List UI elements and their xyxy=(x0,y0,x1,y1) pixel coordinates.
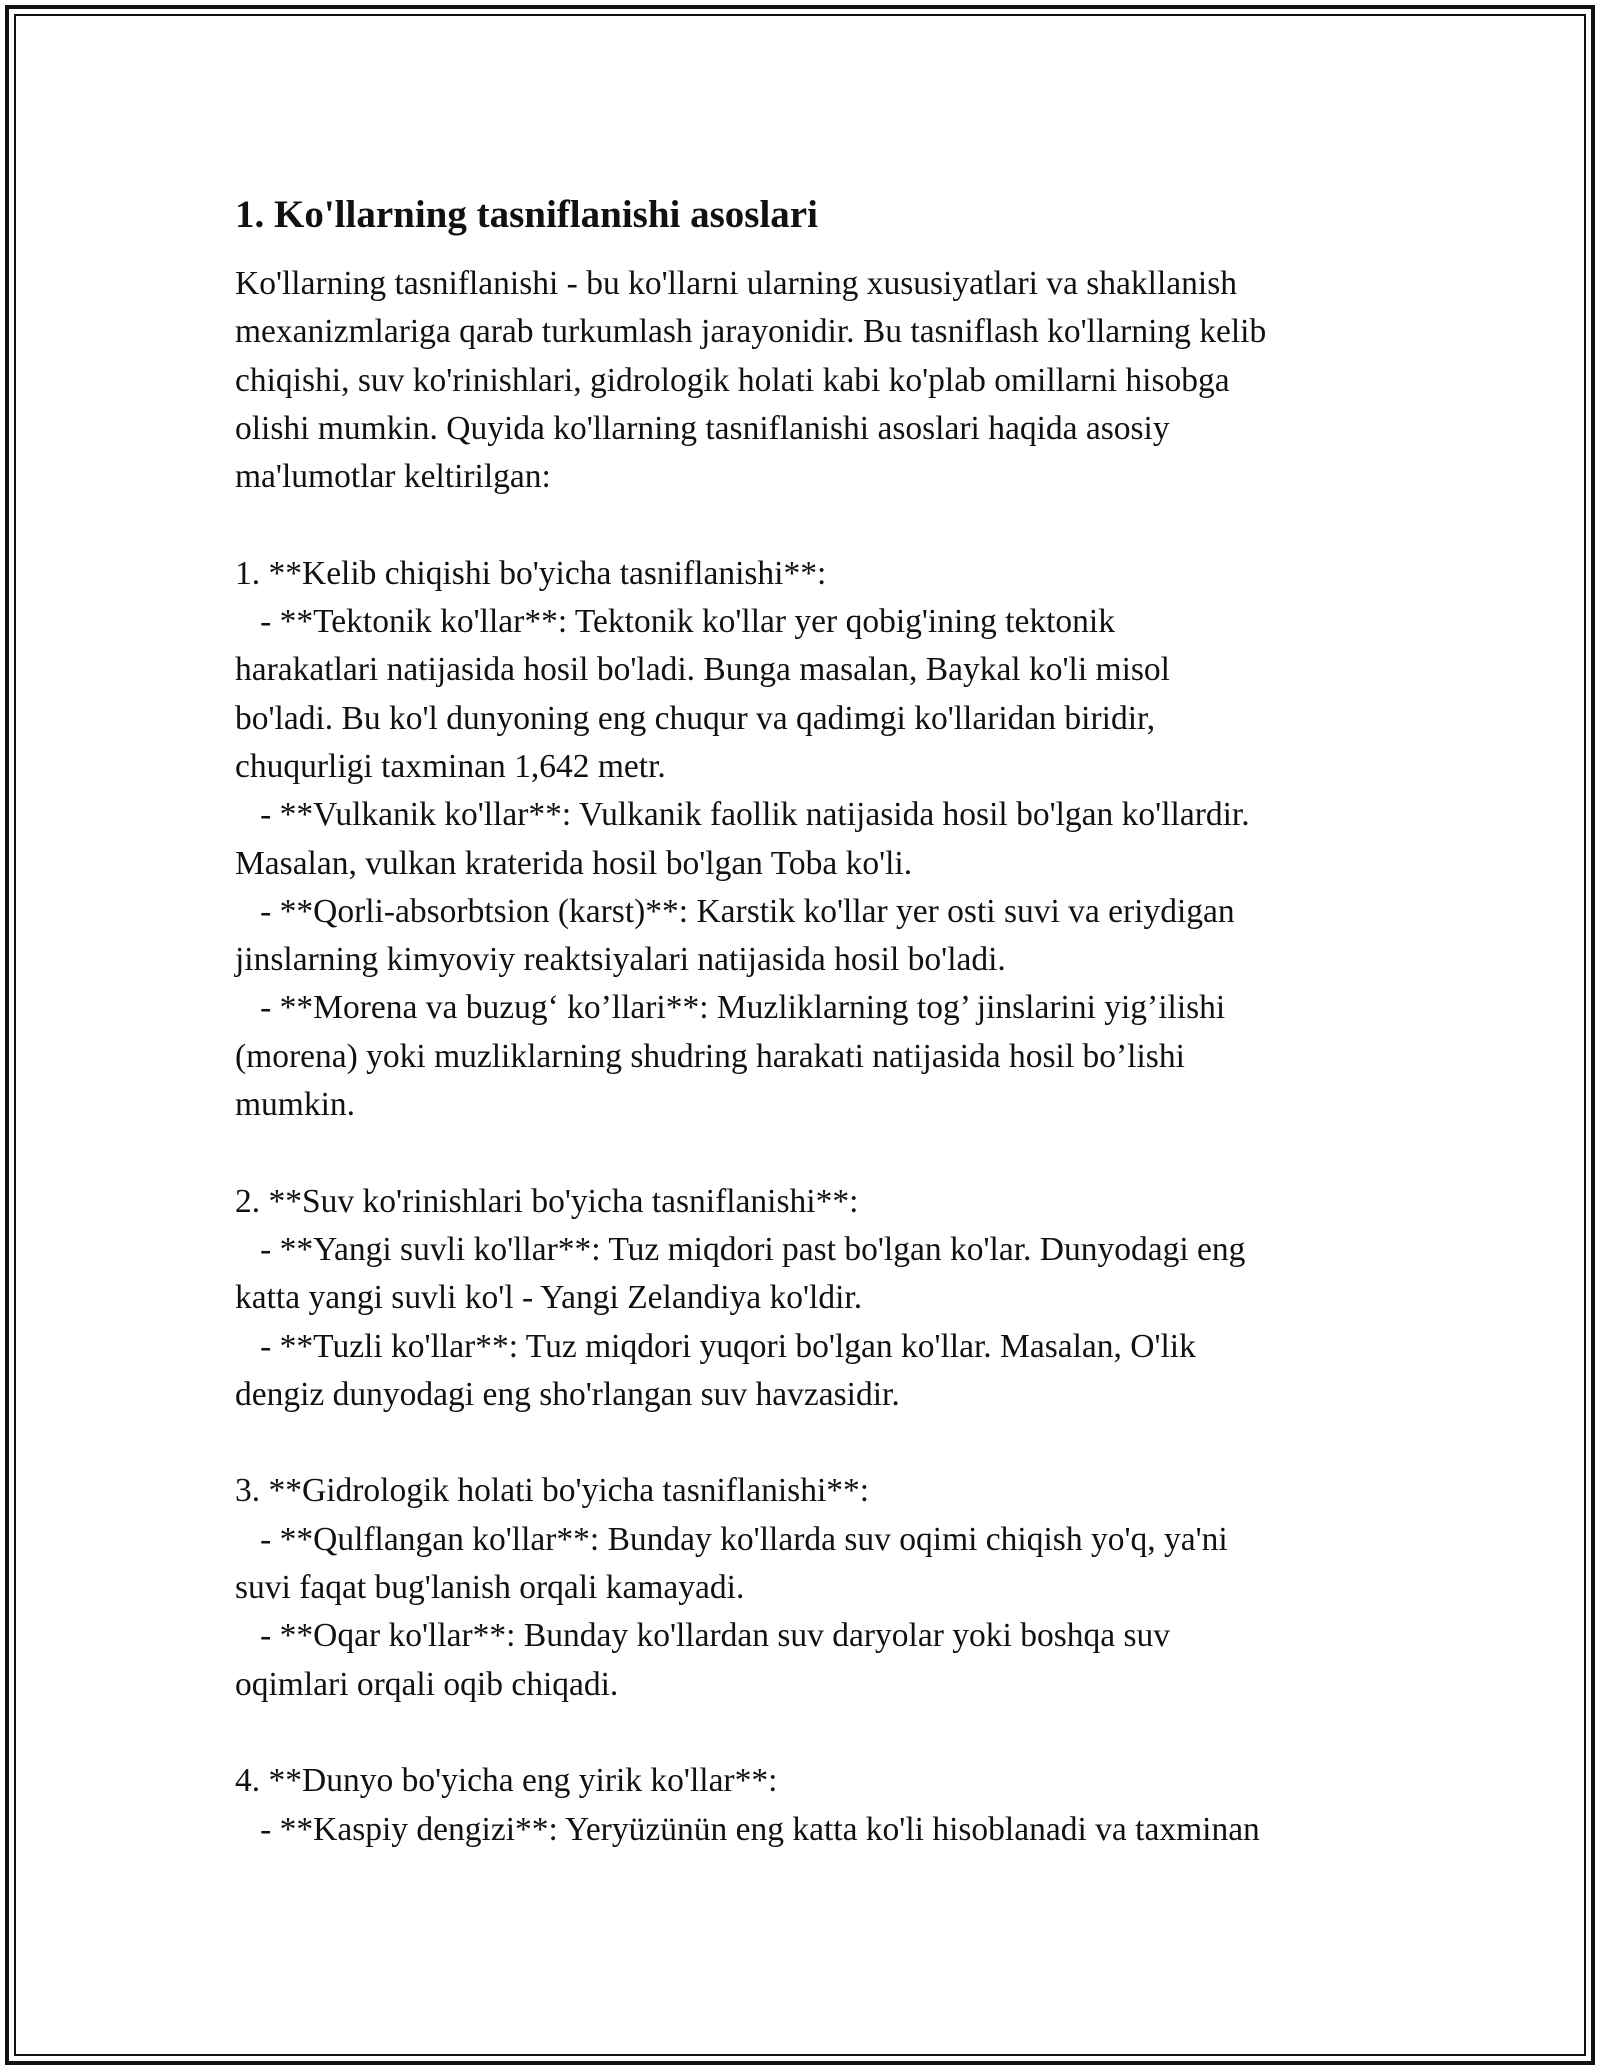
text-line: - **Oqar ko'llar**: Bunday ko'llardan suv daryolar yoki boshqa suv xyxy=(235,1617,1171,1655)
page-title: 1. Ko'llarning tasniflanishi asoslari xyxy=(235,193,818,236)
text-line: mumkin. xyxy=(235,1086,356,1124)
text-line: oqimlari orqali oqib chiqadi. xyxy=(235,1665,619,1703)
text-line: - **Yangi suvli ko'llar**: Tuz miqdori past bo'lgan ko'lar. Dunyodagi eng xyxy=(235,1230,1246,1268)
text-line: 1. **Kelib chiqishi bo'yicha tasniflanishi**: xyxy=(235,554,827,592)
text-line: suvi faqat bug'lanish orqali kamayadi. xyxy=(235,1569,745,1607)
text-block xyxy=(235,260,1385,1854)
text-line: bo'ladi. Bu ko'l dunyoning eng chuqur va qadimgi ko'llaridan biridir, xyxy=(235,699,1156,737)
blank-line xyxy=(235,1419,1385,1467)
text-line: - **Kaspiy dengizi**: Yeryüzünün eng katta ko'li hisoblanadi va taxminan xyxy=(235,1810,1260,1848)
blank-line xyxy=(235,501,1385,549)
text-line: ma'lumotlar keltirilgan: xyxy=(235,458,551,496)
text-line: Masalan, vulkan kraterida hosil bo'lgan Toba ko'li. xyxy=(235,844,913,882)
text-line: - **Vulkanik ko'llar**: Vulkanik faollik natijasida hosil bo'lgan ko'llardir. xyxy=(235,796,1250,834)
text-line: 4. **Dunyo bo'yicha eng yirik ko'llar**: xyxy=(235,1762,778,1800)
text-line: harakatlari natijasida hosil bo'ladi. Bunga masalan, Baykal ko'li misol xyxy=(235,651,1170,689)
text-line: (morena) yoki muzliklarning shudring harakati natijasida hosil bo’lishi xyxy=(235,1037,1185,1075)
text-line: - **Tuzli ko'llar**: Tuz miqdori yuqori bo'lgan ko'llar. Masalan, O'lik xyxy=(235,1327,1196,1365)
text-line: olishi mumkin. Quyida ko'llarning tasniflanishi asoslari haqida asosiy xyxy=(235,409,1170,447)
text-line: 3. **Gidrologik holati bo'yicha tasniflanishi**: xyxy=(235,1472,870,1510)
text-line: jinslarning kimyoviy reaktsiyalari natijasida hosil bo'ladi. xyxy=(235,941,1006,979)
blank-line xyxy=(235,1709,1385,1757)
text-line: dengiz dunyodagi eng sho'rlangan suv havzasidir. xyxy=(235,1375,900,1413)
text-line: mexanizmlariga qarab turkumlash jarayonidir. Bu tasniflash ko'llarning kelib xyxy=(235,313,1267,351)
text-line: katta yangi suvli ko'l - Yangi Zelandiya ko'ldir. xyxy=(235,1279,863,1317)
blank-line xyxy=(235,1129,1385,1177)
document-body xyxy=(235,188,1385,1854)
text-line: chuqurligi taxminan 1,642 metr. xyxy=(235,747,666,785)
text-line: - **Morena va buzug‘ ko’llari**: Muzliklarning tog’ jinslarini yig’ilishi xyxy=(235,989,1226,1027)
text-line: chiqishi, suv ko'rinishlari, gidrologik holati kabi ko'plab omillarni hisobga xyxy=(235,361,1230,399)
text-line: Ko'llarning tasniflanishi - bu ko'llarni ularning xususiyatlari va shakllanish xyxy=(235,265,1238,302)
text-line: - **Qorli-absorbtsion (karst)**: Karstik ko'llar yer osti suvi va eriydigan xyxy=(235,892,1235,930)
text-line: - **Qulflangan ko'llar**: Bunday ko'llarda suv oqimi chiqish yo'q, ya'ni xyxy=(235,1520,1228,1558)
text-line: 2. **Suv ko'rinishlari bo'yicha tasniflanishi**: xyxy=(235,1182,859,1220)
text-line: - **Tektonik ko'llar**: Tektonik ko'llar yer qobig'ining tektonik xyxy=(235,603,1115,641)
